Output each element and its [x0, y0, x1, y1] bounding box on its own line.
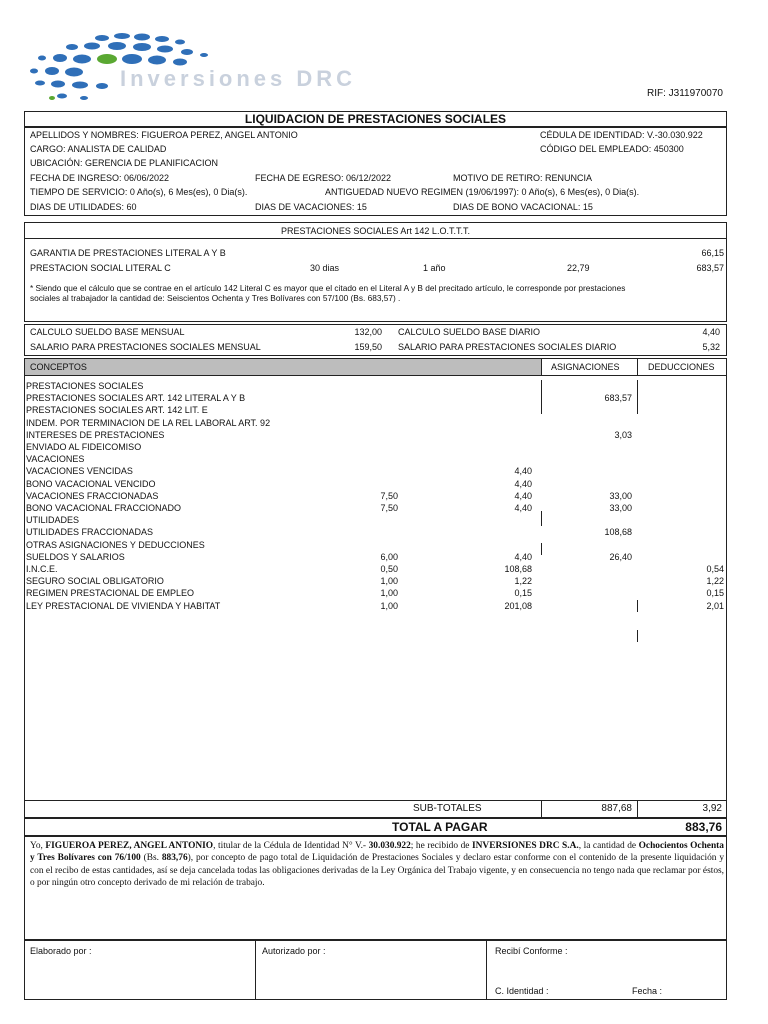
concept-label: UTILIDADES — [26, 515, 80, 526]
employee-names: APELLIDOS Y NOMBRES: FIGUEROA PEREZ, ANGEL ANTONIO — [30, 130, 298, 140]
daily-ps-value: 5,32 — [702, 342, 720, 352]
monthly-ps-label: SALARIO PARA PRESTACIONES SOCIALES MENSUAL — [30, 342, 261, 352]
signatures-box — [24, 940, 727, 1000]
asig-tick-1 — [541, 380, 542, 414]
concept-label: UTILIDADES FRACCIONADAS — [26, 527, 154, 538]
concept-assignment: 26,40 — [609, 551, 632, 562]
date-label: Fecha : — [632, 986, 663, 996]
concept-assignment: 108,68 — [604, 527, 632, 538]
declaration-p3: ; he recibido de — [410, 841, 473, 851]
employee-id-card: CÉDULA DE IDENTIDAD: V.-30.030.922 — [540, 130, 703, 140]
received-conforme: Recibí Conforme : — [495, 946, 568, 956]
concept-assignment: 33,00 — [609, 503, 632, 513]
monthly-ps-value: 159,50 — [354, 342, 382, 352]
concept-deduction: 0,15 — [706, 588, 724, 599]
concept-label: OTRAS ASIGNACIONES Y DEDUCCIONES — [26, 539, 205, 550]
col-deductions: DEDUCCIONES — [648, 362, 715, 372]
company-logo — [22, 28, 357, 108]
concept-rate: 1,22 — [514, 576, 532, 587]
garantia-amount: 66,15 — [701, 248, 724, 258]
seniority: ANTIGUEDAD NUEVO REGIMEN (19/06/1997): 0 Año(s), 6 Mes(es), 0 Dia(s). — [325, 187, 640, 197]
concept-assignment: 683,57 — [604, 393, 632, 404]
asig-tick-3 — [541, 543, 542, 555]
ded-tick-2 — [637, 600, 638, 612]
total-value: 883,76 — [685, 820, 722, 834]
col-concepts: CONCEPTOS — [30, 362, 87, 372]
concept-label: LEY PRESTACIONAL DE VIVIENDA Y HABITAT — [26, 600, 221, 611]
monthly-base-label: CALCULO SUELDO BASE MENSUAL — [30, 327, 185, 337]
subtotals-divider — [24, 800, 727, 801]
exit-date: FECHA DE EGRESO: 06/12/2022 — [255, 173, 392, 183]
asig-col-left — [541, 358, 542, 376]
declaration-company: INVERSIONES DRC S.A. — [472, 841, 579, 851]
ded-col-left — [637, 358, 638, 376]
concept-rate: 4,40 — [514, 490, 532, 501]
concept-label: PRESTACIONES SOCIALES ART. 142 LITERAL A Y B — [26, 393, 246, 404]
declaration-amount: 883,76 — [161, 853, 188, 864]
declaration-cedula: 30.030.922 — [368, 841, 411, 851]
employee-location: UBICACIÓN: GERENCIA DE PLANIFICACION — [30, 158, 219, 168]
concept-qty: 0,50 — [380, 564, 398, 574]
total-box — [24, 818, 727, 836]
concept-assignment: 3,03 — [614, 429, 632, 440]
concept-label: I.N.C.E. — [26, 564, 58, 574]
concept-label: VACACIONES VENCIDAS — [26, 466, 133, 477]
subtotals-col-2 — [637, 800, 638, 818]
subtotals-label: SUB-TOTALES — [413, 803, 482, 814]
declaration-p5: (Bs. — [140, 853, 162, 864]
concept-label: VACACIONES — [26, 454, 85, 465]
document-title: LIQUIDACION DE PRESTACIONES SOCIALES — [244, 112, 507, 126]
subtotals-col-1 — [541, 800, 542, 818]
rif-number: RIF: J311970070 — [647, 88, 723, 99]
daily-base-value: 4,40 — [702, 327, 720, 337]
concept-label: SUELDOS Y SALARIOS — [26, 551, 125, 562]
exit-reason: MOTIVO DE RETIRO: RENUNCIA — [453, 173, 593, 183]
section-divider — [24, 238, 727, 239]
declaration-p2: , titular de la Cédula de Identidad N° V.- — [213, 841, 369, 851]
concept-deduction: 1,22 — [706, 576, 724, 587]
garantia-label: GARANTIA DE PRESTACIONES LITERAL A Y B — [30, 248, 226, 258]
vacation-bonus-days: DIAS DE BONO VACACIONAL: 15 — [453, 202, 593, 212]
concept-qty: 7,50 — [380, 490, 398, 501]
ded-tick-3 — [637, 630, 638, 642]
vacation-days: DIAS DE VACACIONES: 15 — [255, 202, 367, 212]
literal-c-years: 1 año — [423, 263, 446, 273]
concepts-header-divider — [24, 375, 727, 376]
concept-rate: 108,68 — [504, 564, 532, 574]
prepared-by: Elaborado por : — [30, 946, 92, 956]
declaration-p1: Yo, — [30, 841, 46, 851]
concept-qty: 1,00 — [380, 600, 398, 611]
concept-rate: 201,08 — [504, 600, 532, 611]
literal-c-amount: 683,57 — [696, 263, 724, 273]
concept-label: PRESTACIONES SOCIALES ART. 142 LIT. E — [26, 405, 208, 416]
total-label: TOTAL A PAGAR — [392, 820, 488, 834]
declaration-name: FIGUEROA PEREZ, ANGEL ANTONIO — [45, 841, 214, 851]
ded-tick-1 — [637, 380, 638, 414]
authorized-by: Autorizado por : — [262, 946, 326, 956]
concept-qty: 1,00 — [380, 576, 398, 587]
concept-label: ENVIADO AL FIDEICOMISO — [26, 442, 142, 452]
concept-rate: 4,40 — [514, 466, 532, 477]
concept-deduction: 2,01 — [706, 600, 724, 611]
asig-tick-2 — [541, 511, 542, 526]
entry-date: FECHA DE INGRESO: 06/06/2022 — [30, 173, 170, 183]
employee-code: CÓDIGO DEL EMPLEADO: 450300 — [540, 144, 684, 154]
signature-divider-1 — [255, 940, 256, 1000]
daily-ps-label: SALARIO PARA PRESTACIONES SOCIALES DIARIO — [398, 342, 617, 352]
service-time: TIEMPO DE SERVICIO: 0 Año(s), 6 Mes(es), 0 Dia(s). — [30, 187, 248, 197]
subtotal-deductions: 3,92 — [702, 803, 722, 814]
concept-qty: 7,50 — [380, 503, 398, 513]
literal-c-label: PRESTACION SOCIAL LITERAL C — [30, 263, 171, 273]
concept-label: VACACIONES FRACCIONADAS — [26, 490, 159, 501]
concept-rate: 4,40 — [514, 551, 532, 562]
concept-rate: 4,40 — [514, 503, 532, 513]
employee-position: CARGO: ANALISTA DE CALIDAD — [30, 144, 167, 154]
concept-rate: 0,15 — [514, 588, 532, 599]
concept-label: SEGURO SOCIAL OBLIGATORIO — [26, 576, 164, 587]
concept-label: PRESTACIONES SOCIALES — [26, 381, 144, 391]
declaration-p6: ), por concepto de pago total de Liquidación de Prestaciones Sociales y declaro estar conforme con el contenido de la presente liquidación y con el recibo de estas cantidades, así se deja cancelada todas las obligaciones derivadas de la Ley Orgánica del Trabajo vigente, y en consecuencia no tengo nada que reclamar por éstos, o por ningún otro concepto derivado de mi relación de trabajo. — [30, 853, 725, 889]
daily-base-label: CALCULO SUELDO BASE DIARIO — [398, 327, 541, 337]
subtotal-assignments: 887,68 — [601, 803, 632, 814]
concept-deduction: 0,54 — [706, 564, 724, 574]
declaration-text — [30, 840, 724, 890]
id-label: C. Identidad : — [495, 986, 549, 996]
signature-divider-2 — [486, 940, 487, 1000]
literal-c-rate: 22,79 — [567, 263, 590, 273]
literal-c-days: 30 dias — [310, 263, 340, 273]
monthly-base-value: 132,00 — [354, 327, 382, 337]
prestaciones-note-line1: * Siendo que el cálculo que se contrae en el artículo 142 Literal C es mayor que el citado en el Literal A y B del precitado artículo, le corresponde por prestaciones — [30, 283, 626, 293]
concept-qty: 6,00 — [380, 551, 398, 562]
prestaciones-title: PRESTACIONES SOCIALES Art 142 L.O.T.T.T. — [281, 226, 470, 236]
concept-label: REGIMEN PRESTACIONAL DE EMPLEO — [26, 588, 195, 599]
declaration-p4: , la cantidad de — [578, 841, 639, 851]
concept-label: INDEM. POR TERMINACION DE LA REL LABORAL ART. 92 — [26, 417, 271, 428]
profit-days: DIAS DE UTILIDADES: 60 — [30, 202, 137, 212]
prestaciones-note-line2: sociales al trabajador la cantidad de: Seiscientos Ochenta y Tres Bolívares con 57/100 (Bs. 683,57) . — [30, 293, 401, 303]
concept-label: BONO VACACIONAL VENCIDO — [26, 478, 156, 489]
col-assignments: ASIGNACIONES — [551, 362, 620, 372]
concept-label: INTERESES DE PRESTACIONES — [26, 429, 165, 440]
concept-assignment: 33,00 — [609, 490, 632, 501]
logo-text: Inversiones DRC — [120, 66, 357, 91]
declaration-amount-words: Ochocientos Ochenta y Tres Bolívares con 76/100 — [30, 841, 724, 864]
concept-rate: 4,40 — [514, 478, 532, 489]
concept-qty: 1,00 — [380, 588, 398, 599]
concept-label: BONO VACACIONAL FRACCIONADO — [26, 503, 182, 513]
